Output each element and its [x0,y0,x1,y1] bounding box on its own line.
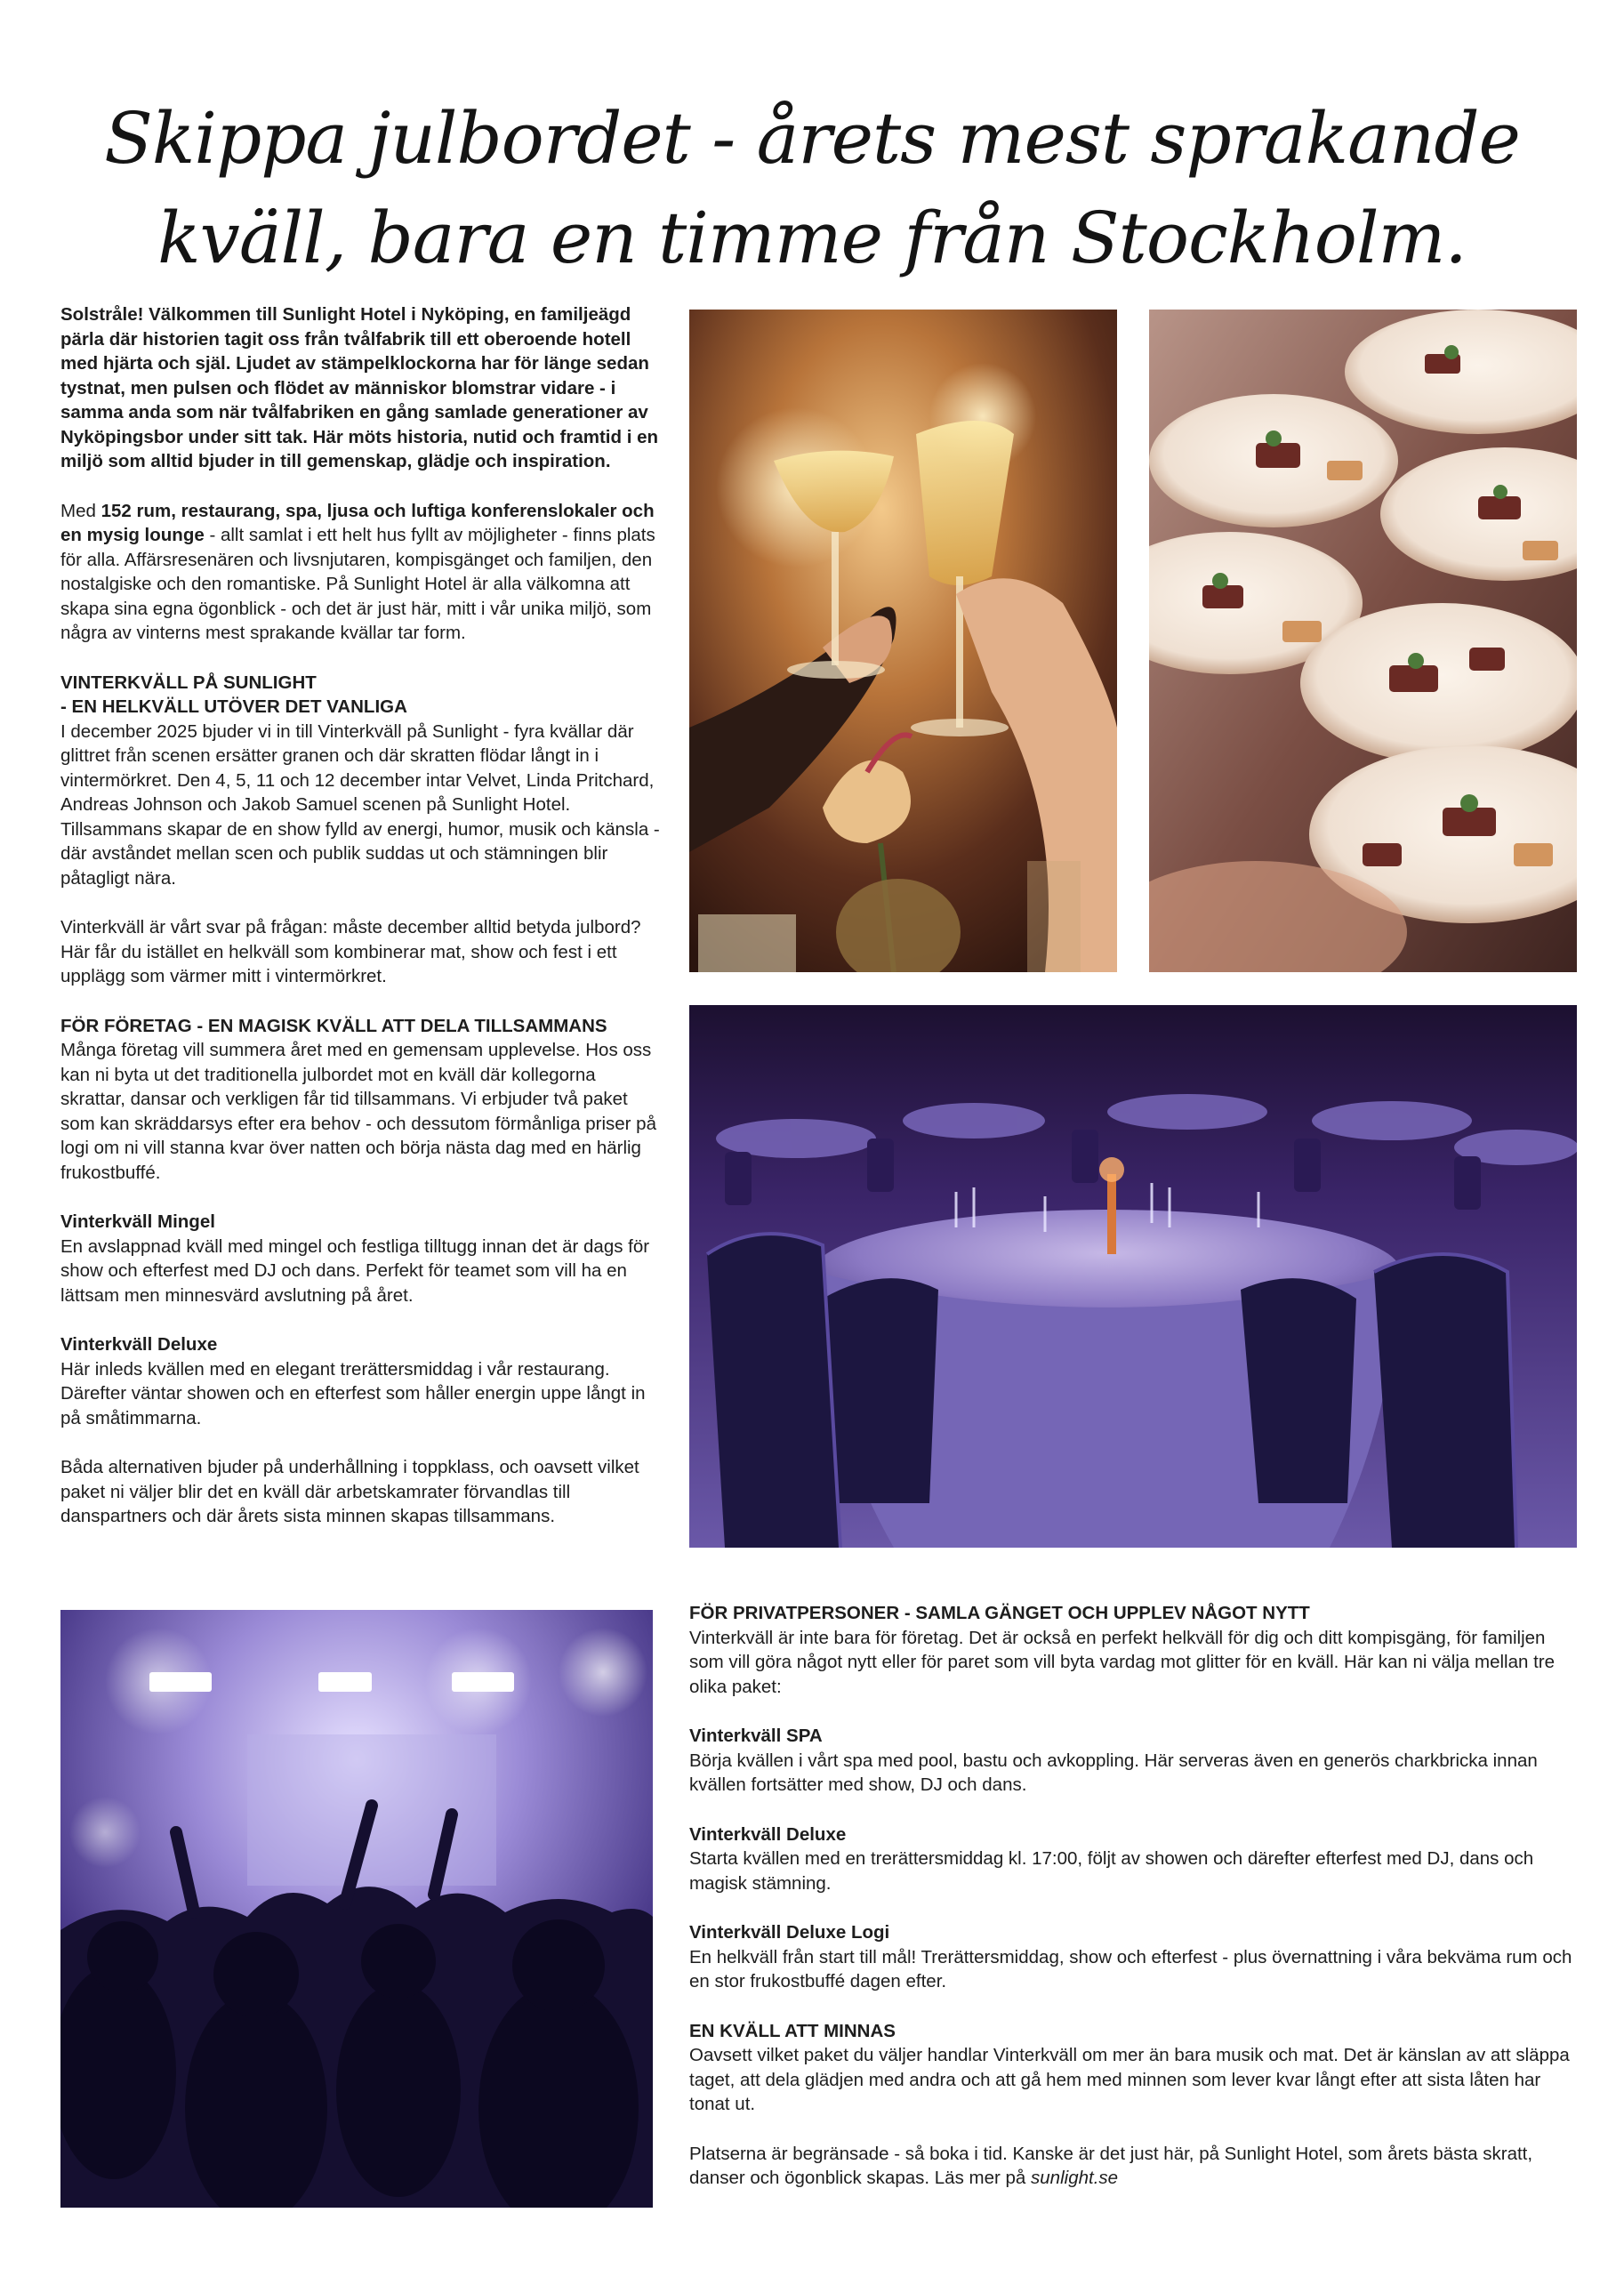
minnas-heading: EN KVÄLL ATT MINNAS [689,2020,896,2041]
page-headline [71,89,1553,288]
privat-heading: FÖR PRIVATPERSONER - SAMLA GÄNGET OCH UPPLEV NÅGOT NYTT [689,1603,1310,1623]
headline-line-2: kväll, bara en timme från Stockholm. [157,197,1467,279]
privat-deluxe-title: Vinterkväll Deluxe [689,1823,847,1845]
spa-title: Vinterkväll SPA [689,1726,823,1746]
website-link[interactable]: sunlight.se [1031,2168,1119,2188]
banquet-hall-photo [689,1005,1577,1548]
foretag-body: Många företag vill summera året med en gemensam upplevelse. Hos oss kan ni byta ut det traditionella julbordet mot en kväll där kollegorna skrattar, dansar och verkligen får tid tillsammans. Vi erbjuder två paket som kan skräddarsys efter era behov - och dessutom förmånliga priser på logi om ni vill stanna kvar över natten och börja nästa dag med en härlig frukostbuffé. [60,1040,656,1183]
foretag-closing: Båda alternativen bjuder på underhållning i toppklass, och oavsett vilket paket ni väljer blir det en kväll där arbetskamrater förvandlas till danspartners och där årets sista minnen skapas tillsammans. [60,1457,639,1526]
final-paragraph [689,2142,1583,2191]
foretag-heading: FÖR FÖRETAG - EN MAGISK KVÄLL ATT DELA TILLSAMMANS [60,1015,607,1036]
vinterkvall-heading-2: - EN HELKVÄLL UTÖVER DET VANLIGA [60,696,407,717]
concert-crowd-photo [60,1610,653,2208]
mingel-body: En avslappnad kväll med mingel och festliga tilltugg innan det är dags för show och efterfest med DJ och dans. Perfekt för teamet som vill ha en lättsam men minnesvärd avslutning på året. [60,1235,650,1306]
mingel-title: Vinterkväll Mingel [60,1211,215,1232]
privat-deluxe-body: Starta kvällen med en trerättersmiddag kl. 17:00, följt av showen och därefter efterfest med DJ, dans och magisk stämning. [689,1848,1534,1894]
final-text: Platserna är begränsade - så boka i tid. Kanske är det just här, på Sunlight Hotel, som årets bästa skratt, danser och ögonblick skapas. Läs mer på [689,2143,1533,2188]
vinterkvall-body-2: Vinterkväll är vårt svar på frågan: måste december alltid betyda julbord? Här får du istället en helkväll som kombinerar mat, show och fest i ett upplägg som värmer mitt i vintermörkret. [60,917,641,986]
toast-photo [689,310,1117,972]
left-column [60,302,665,1529]
privat-body: Vinterkväll är inte bara för företag. Det är också en perfekt helkväll för dig och ditt kompisgäng, för familjen som vill göra något nytt eller för paret som vill byta vardag mot glitter för en kväll. Här kan ni välja mellan tre olika paket: [689,1627,1556,1697]
facilities-paragraph [60,499,665,646]
vinterkvall-heading-1: VINTERKVÄLL PÅ SUNLIGHT [60,672,317,693]
spa-body: Börja kvällen i vårt spa med pool, bastu och avkoppling. Här serveras även en generös charkbricka innan kvällen fortsätter med show, DJ och dans. [689,1750,1538,1795]
intro-paragraph: Solstråle! Välkommen till Sunlight Hotel i Nyköping, en familjeägd pärla där historien tagit oss från tvålfabrik till ett oberoende hotell med hjärta och själ. Ljudet av stämpelklockorna har för länge sedan tystnat, men pulsen och flödet av människor blomstrar vidare - i samma anda som när tvålfabriken en gång samlade generationer av Nyköpingsbor under sitt tak. Här möts historia, nutid och framtid i en miljö som alltid bjuder in till gemenskap, glädje och inspiration. [60,304,659,471]
facilities-lead: Med [60,500,101,521]
foretag-deluxe-title: Vinterkväll Deluxe [60,1334,218,1355]
headline-line-1: Skippa julbordet - årets mest sprakande [104,97,1520,180]
minnas-body: Oavsett vilket paket du väljer handlar Vinterkväll om mer än bara musik och mat. Det är känslan av att släppa taget, att dela glädjen med andra och att gå hem med minnen som lever kvar långt efter att sista låten har tonat ut. [689,2045,1570,2114]
right-column [689,1601,1583,2191]
vinterkvall-body: I december 2025 bjuder vi in till Vinterkväll på Sunlight - fyra kvällar där glittret från scenen ersätter granen och där skratten flödar långt in i vintermörkret. Den 4, 5, 11 och 12 december intar Velvet, Linda Pritchard, Andreas Johnson och Jakob Samuel scenen på Sunlight Hotel. Tillsammans skapar de en show fylld av energi, humor, musik och känsla - där avståndet mellan scen och publik suddas ut och stämningen blir påtagligt nära. [60,720,660,889]
foretag-deluxe-body: Här inleds kvällen med en elegant trerättersmiddag i vår restaurang. Därefter väntar showen och en efterfest som håller energin uppe långt in på småtimmarna. [60,1358,646,1428]
logi-body: En helkväll från start till mål! Trerättersmiddag, show och efterfest - plus övernattning i våra bekväma rum och en stor frukostbuffé dagen efter. [689,1946,1572,1991]
facilities-highlight: 152 rum, restaurang, spa, ljusa och luftiga konferenslokaler och en mysig lounge [60,500,655,545]
facilities-rest: - allt samlat i ett helt hus fyllt av möjligheter - finns plats för alla. Affärsresenären och livsnjutaren, kompisgänget och familjen, den nostalgiske och den romantiske. På Sunlight Hotel är alla välkomna att skapa sina egna ögonblick - och det är just här, mitt i vår unika miljö, som några av vinterns mest sprakande kvällar tar form. [60,525,655,643]
food-plates-photo [1149,310,1577,972]
logi-title: Vinterkväll Deluxe Logi [689,1922,890,1943]
